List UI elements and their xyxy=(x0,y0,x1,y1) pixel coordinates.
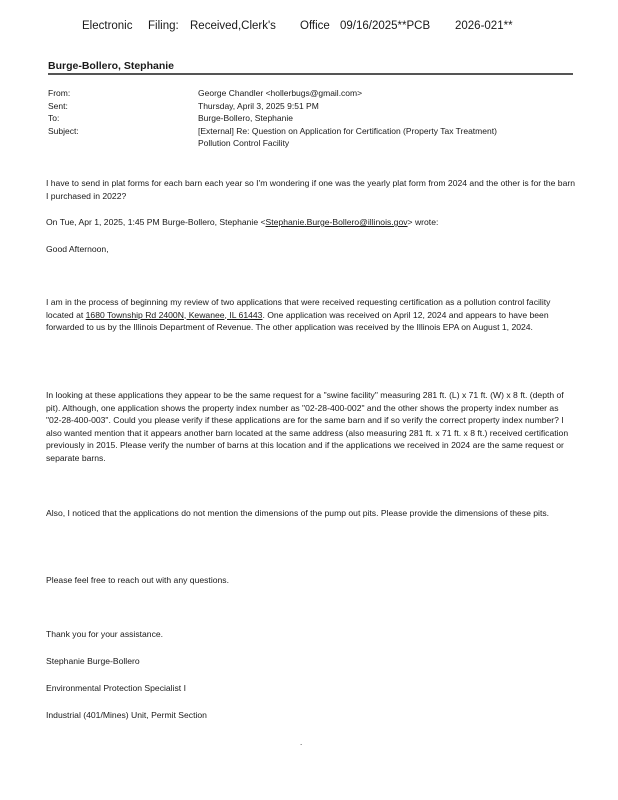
meta-label: From: xyxy=(48,88,71,98)
meta-label xyxy=(48,137,198,150)
header-docket: 2026-021** xyxy=(455,20,513,32)
meta-row-subject-cont xyxy=(48,137,588,150)
meta-row-sent xyxy=(48,100,588,113)
filing-header xyxy=(0,20,618,36)
meta-value: Burge-Bollero, Stephanie xyxy=(198,113,293,123)
meta-value: George Chandler <hollerbugs@gmail.com> xyxy=(198,88,363,98)
meta-value: Thursday, April 3, 2025 9:51 PM xyxy=(198,100,319,111)
quote-suffix: > wrote: xyxy=(407,217,439,227)
meta-label: Subject: xyxy=(48,125,79,136)
sender-name: Burge-Bollero, Stephanie xyxy=(48,60,175,72)
header-filing: Filing: xyxy=(148,20,179,32)
quote-prefix: On Tue, Apr 1, 2025, 1:45 PM Burge-Bollero, Stephanie < xyxy=(46,217,266,227)
paragraph-4: Please feel free to reach out with any questions. xyxy=(46,575,229,585)
meta-label: Sent: xyxy=(48,100,68,111)
header-electronic: Electronic xyxy=(82,20,133,32)
meta-value: [External] Re: Question on Application for Certification (Property Tax Treatment) xyxy=(198,125,497,136)
para1-a: I am in the process of beginning my review of two applications that were received requesting certification as a pollution control facility located at xyxy=(46,297,551,320)
email-meta xyxy=(48,87,588,150)
paragraph-2: In looking at these applications they appear to be the same request for a "swine facility" measuring 281 ft. (L) x 71 ft. (W) x 8 ft. (depth of pit). Although, one application shows the property index number as "02-28-400-002" and the other shows the property index number as "02-28-400-003". Could you please verify if these applications are for the same barn and if so verify the correct property index number? I also wanted mention that it appears another barn located at the same address (also measuring 281 ft. x 71 ft. x 8 ft.) received certification previously in 2015. Please verify the number of barns at this location and if the applications we received in 2024 are the same request or separate barns. xyxy=(46,390,569,463)
header-stamp: 09/16/2025**PCB xyxy=(340,20,431,32)
meta-row-to xyxy=(48,112,588,125)
meta-value: Pollution Control Facility xyxy=(198,138,290,148)
header-received: Received,Clerk's xyxy=(190,20,276,32)
header-divider xyxy=(48,73,573,75)
header-office: Office xyxy=(300,20,330,32)
quote-line xyxy=(46,216,576,229)
meta-label: To: xyxy=(48,113,60,123)
paragraph-1 xyxy=(46,296,576,334)
reply-paragraph: I have to send in plat forms for each barn each year so I'm wondering if one was the yearly plat form from 2024 and the other is for the barn I purchased in 2022? xyxy=(46,178,576,201)
para1-address: 1680 Township Rd 2400N, Kewanee, IL 61443 xyxy=(85,309,263,320)
quote-email-link[interactable]: Stephanie.Burge-Bollero@illinois.gov xyxy=(265,217,408,227)
signature-unit: Industrial (401/Mines) Unit, Permit Section xyxy=(46,710,207,720)
thanks-line: Thank you for your assistance. xyxy=(46,629,164,639)
meta-row-from xyxy=(48,87,588,100)
signature-title: Environmental Protection Specialist I xyxy=(46,683,186,693)
greeting: Good Afternoon, xyxy=(46,244,109,254)
signature-name: Stephanie Burge-Bollero xyxy=(46,656,140,666)
page-dot: . xyxy=(300,738,303,747)
paragraph-3: Also, I noticed that the applications do not mention the dimensions of the pump out pits. Please provide the dimensions of these pits. xyxy=(46,508,550,518)
para1-b: . One application was received on April 12, 2024 and appears to have been forwarded to us by the Illinois Department of Revenue. The other application was received by the Illinois EPA on August 1, 2024. xyxy=(46,309,549,332)
meta-row-subject xyxy=(48,125,588,138)
